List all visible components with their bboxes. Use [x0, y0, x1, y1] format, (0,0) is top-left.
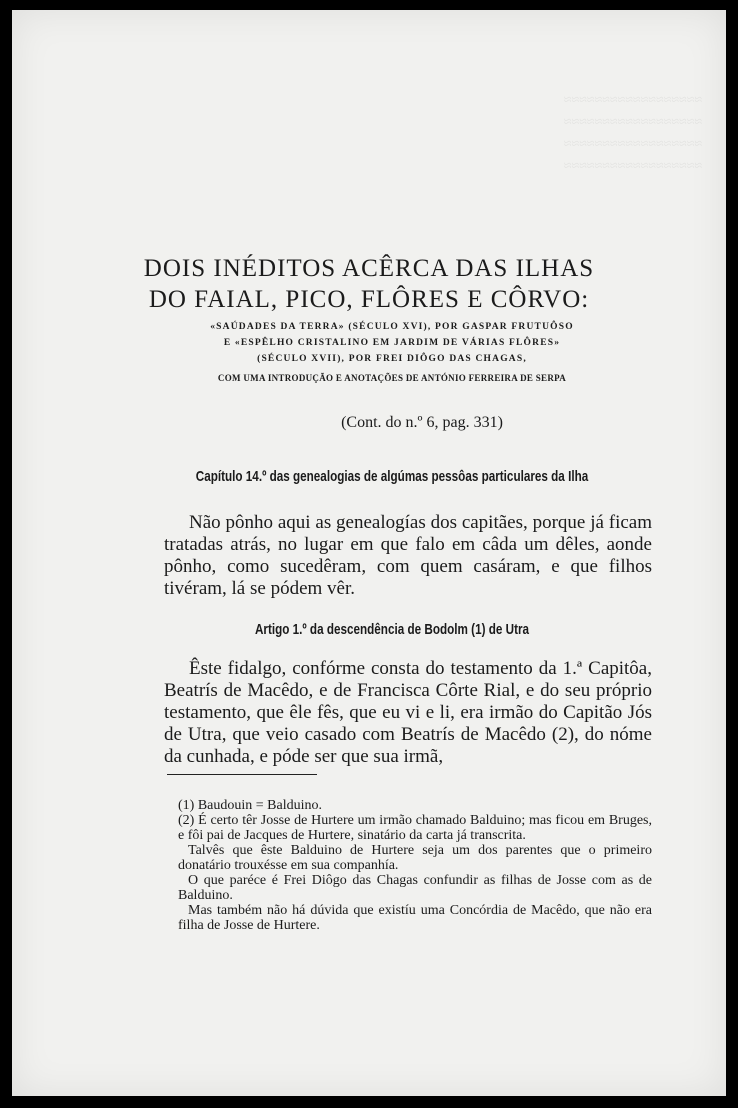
subtitle-line-2: E «ESPÊLHO CRISTALINO EM JARDIM DE VÁRIAS FLÔRES»	[223, 338, 561, 348]
paragraph-1-text: Não pônho aqui as genealogías dos capitães, porque já ficam tratadas atrás, no lugar em que falo em câda um dêles, aonde pônho, como sucedêram, com quem casáram, e que filhos tivéram, lá se pódem vêr.	[164, 512, 652, 599]
bleed-through-texture: ≈≈≈≈≈≈≈≈≈≈≈≈≈≈≈≈≈≈ ≈≈≈≈≈≈≈≈≈≈≈≈≈≈≈≈≈≈ ≈≈≈≈≈≈≈≈≈≈≈≈≈≈≈≈≈≈ ≈≈≈≈≈≈≈≈≈≈≈≈≈≈≈≈≈≈	[563, 93, 702, 174]
footnote-2: (2) É certo têr Josse de Hurtere um irmão chamado Balduino; mas ficou em Bruges, e fôi pai de Jacques de Hurtere, sinatário da carta já transcrita.	[178, 813, 652, 843]
title-line-1: DOIS INÉDITOS ACÊRCA DAS ILHAS	[143, 255, 595, 282]
paragraph-2-text: Êste fidalgo, confórme consta do testamento da 1.ª Capitôa, Beatrís de Macêdo, e de Francisca Côrte Rial, e do seu próprio testamento, que êle fês, que eu vi e li, era irmão do Capitão Jós de Utra, que veio casado com Beatrís de Macêdo (2), do nóme da cunhada, e póde ser que sua irmã,	[164, 658, 652, 767]
footnote-1: (1) Baudouin = Balduino.	[178, 798, 322, 813]
footnotes	[178, 798, 652, 933]
footnote-separator	[167, 774, 317, 775]
continuation-note: (Cont. do n.º 6, pag. 331)	[341, 414, 503, 431]
article-heading: Artigo 1.º da descendência de Bodolm (1) de Utra	[254, 621, 530, 638]
footnote-4: O que paréce é Frei Diôgo das Chagas confundir as filhas de Josse com as de Balduino.	[178, 873, 652, 903]
chapter-heading: Capítulo 14.º das genealogias de algúmas pessôas particulares da Ilha	[195, 468, 589, 485]
paragraph-1	[164, 512, 652, 600]
introduction-credit: COM UMA INTRODUÇÃO E ANOTAÇÕES DE ANTÓNIO FERREIRA DE SERPA	[217, 373, 567, 383]
footnote-5: Mas também não há dúvida que existíu uma Concórdia de Macêdo, que não era filha de Josse de Hurtere.	[178, 903, 652, 933]
subtitle-line-1: «SAÚDADES DA TERRA» (SÉCULO XVI), POR GASPAR FRUTUÔSO	[210, 322, 574, 332]
title-line-2: DO FAIAL, PICO, FLÔRES E CÔRVO:	[148, 286, 590, 313]
subtitle-line-3: (SÉCULO XVII), POR FREI DIÔGO DAS CHAGAS,	[257, 354, 527, 364]
paragraph-2	[164, 658, 652, 768]
footnote-3: Talvês que êste Balduino de Hurtere seja um dos parentes que o primeiro donatário trouxésse em sua companhía.	[178, 843, 652, 873]
document-page	[12, 10, 726, 1096]
